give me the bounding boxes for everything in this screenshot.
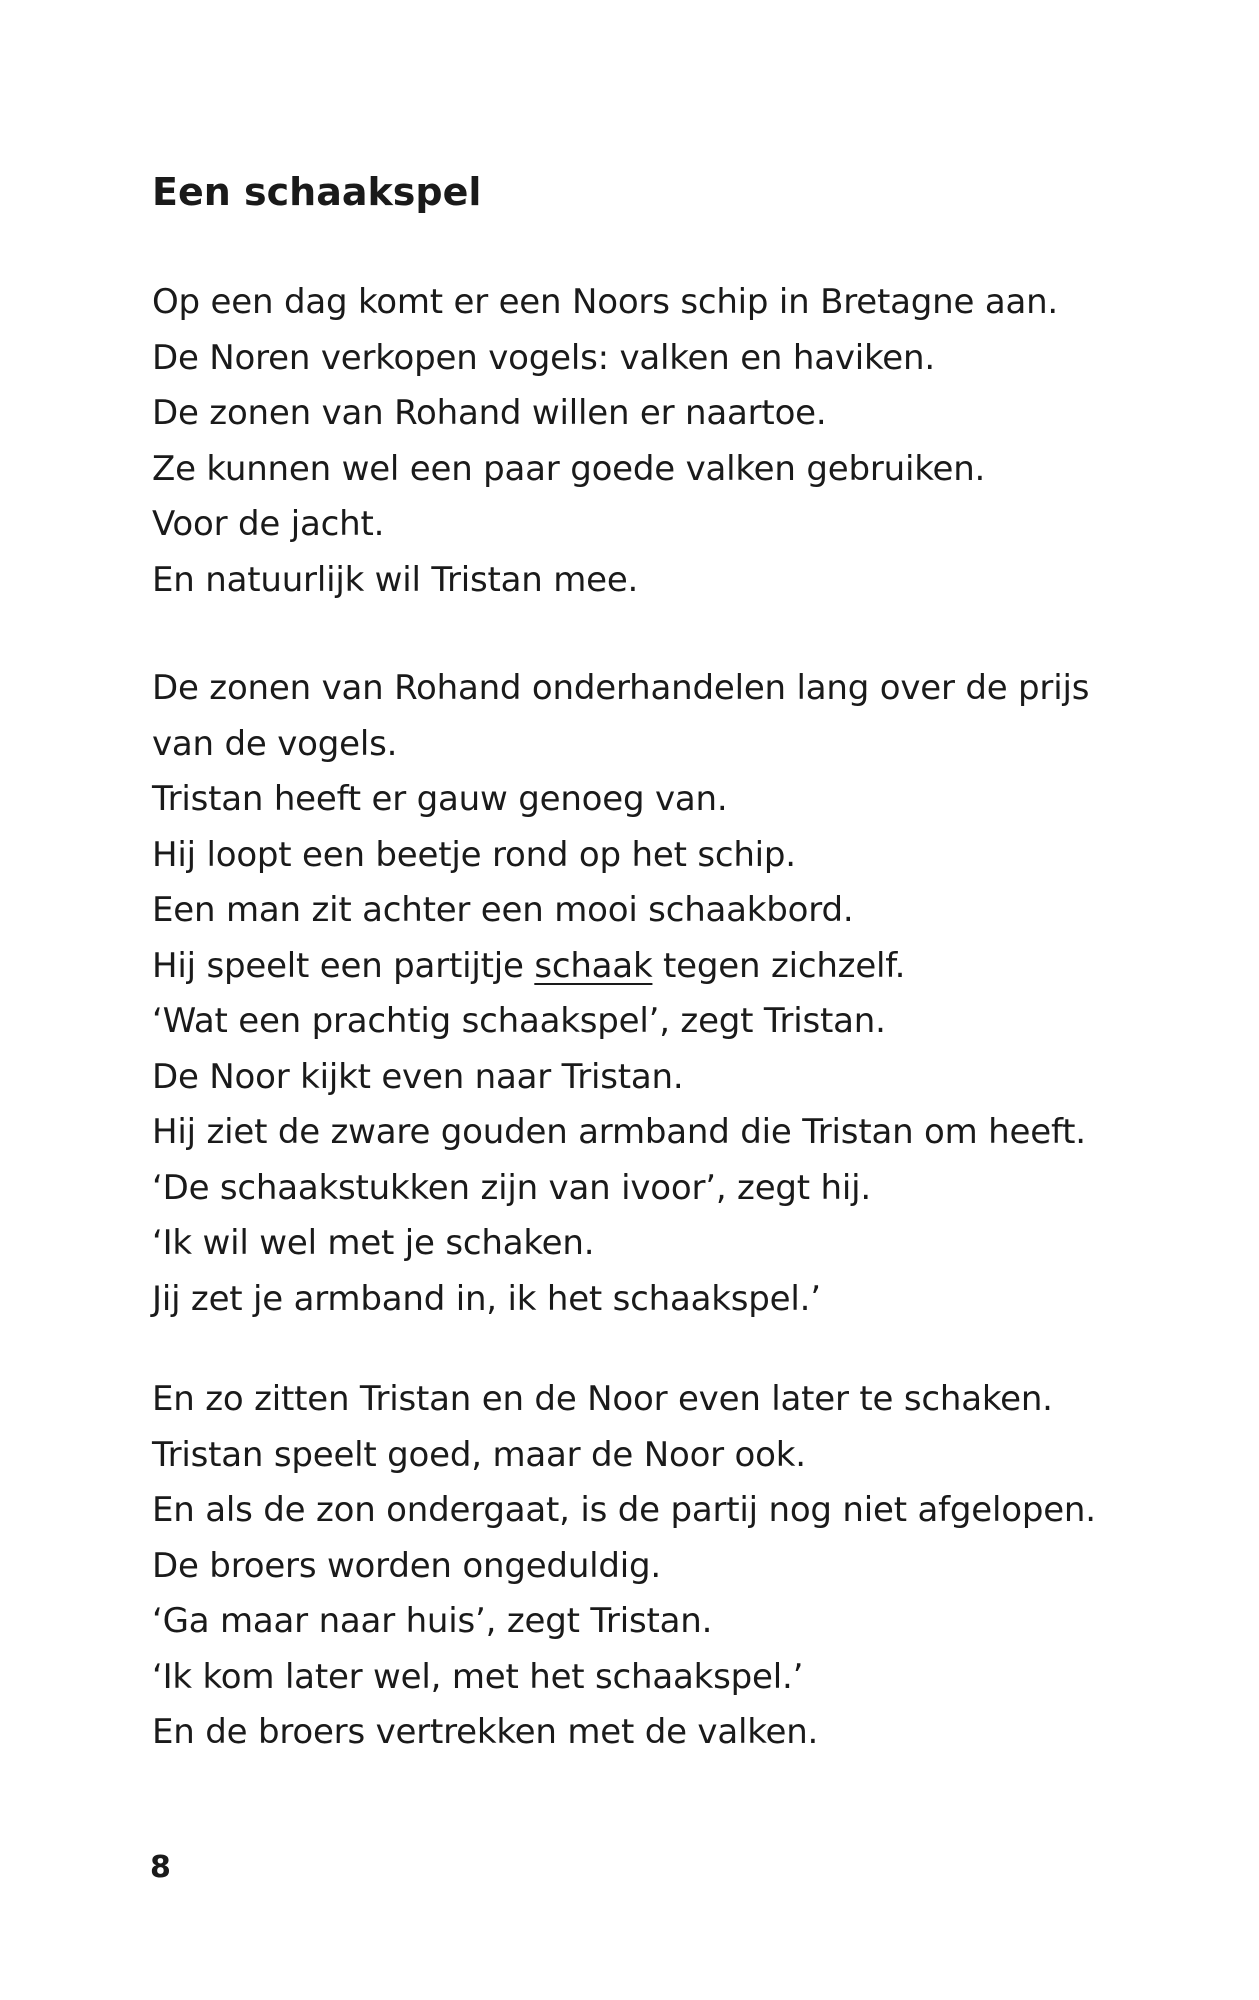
text-line: En zo zitten Tristan en de Noor even later te schaken.	[152, 1379, 1053, 1419]
text-line: ‘De schaakstukken zijn van ivoor’, zegt hij.	[152, 1167, 871, 1208]
text-line: Voor de jacht.	[152, 504, 385, 544]
text-line: Tristan speelt goed, maar de Noor ook.	[152, 1434, 806, 1475]
text-line: De Noren verkopen vogels: valken en haviken.	[152, 337, 935, 378]
text-line: De Noor kijkt even naar Tristan.	[152, 1056, 684, 1097]
text-line: Hij ziet de zware gouden armband die Tristan om heeft.	[152, 1112, 1086, 1152]
text-line: En de broers vertrekken met de valken.	[152, 1712, 819, 1752]
text-line: Jij zet je armband in, ik het schaakspel.’	[152, 1278, 821, 1319]
text-line: De zonen van Rohand willen er naartoe.	[152, 393, 827, 433]
text-line: Ze kunnen wel een paar goede valken gebruiken.	[152, 448, 986, 489]
text-segment: Hij speelt een partijtje	[152, 945, 535, 986]
text-line: Tristan heeft er gauw genoeg van.	[152, 779, 728, 819]
chapter-title: Een schaakspel	[152, 170, 482, 214]
page-number: 8	[150, 1850, 171, 1885]
text-line: Op een dag komt er een Noors schip in Bretagne aan.	[152, 282, 1059, 322]
text-line: ‘Ga maar naar huis’, zegt Tristan.	[152, 1601, 713, 1641]
text-line: En als de zon ondergaat, is de partij nog niet afgelopen.	[152, 1490, 1096, 1530]
text-line: En natuurlijk wil Tristan mee.	[152, 559, 639, 600]
text-line: ‘Ik wil wel met je schaken.	[152, 1223, 595, 1263]
text-line: De zonen van Rohand onderhandelen lang over de prijs	[152, 668, 1090, 708]
text-segment: tegen zichzelf.	[652, 945, 906, 986]
text-line: Een man zit achter een mooi schaakbord.	[152, 890, 854, 930]
text-line: ‘Ik kom later wel, met het schaakspel.’	[152, 1656, 804, 1697]
text-line: Hij loopt een beetje rond op het schip.	[152, 834, 796, 875]
underlined-word: schaak	[534, 945, 653, 986]
text-line: ‘Wat een prachtig schaakspel’, zegt Tristan.	[152, 1001, 886, 1041]
text-line	[152, 944, 905, 988]
text-line: De broers worden ongeduldig.	[152, 1545, 662, 1586]
text-line: van de vogels.	[152, 723, 398, 764]
